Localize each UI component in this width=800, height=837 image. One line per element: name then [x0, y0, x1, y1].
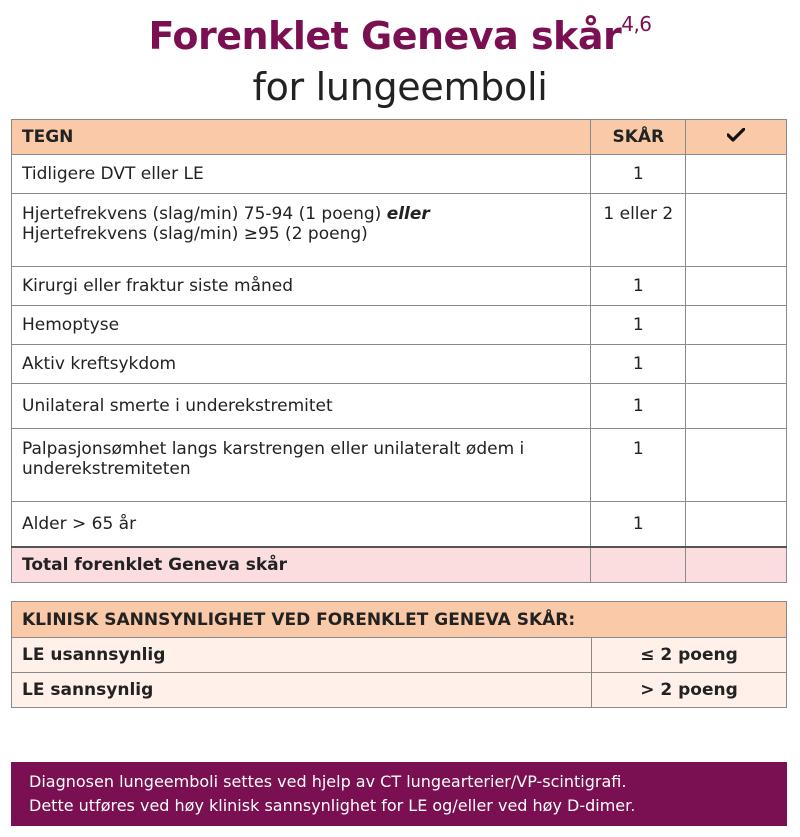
- row-sign: Unilateral smerte i underekstremitet: [12, 384, 591, 429]
- row-check-cell[interactable]: [686, 429, 787, 502]
- table-row: [12, 267, 787, 306]
- title-subtitle: for lungeemboli: [252, 65, 548, 109]
- footer-line: Diagnosen lungeemboli settes ved hjelp av CT lungearterier/VP-scintigrafi.: [29, 772, 627, 791]
- probability-header: KLINISK SANNSYNLIGHET VED FORENKLET GENEVA SKÅR:: [12, 602, 787, 638]
- row-check-cell[interactable]: [686, 155, 787, 194]
- row-sign: Aktiv kreftsykdom: [12, 345, 591, 384]
- footer-note: [11, 762, 787, 826]
- row-score: 1: [591, 429, 686, 502]
- probability-row: [12, 673, 787, 708]
- row-check-cell[interactable]: [686, 306, 787, 345]
- row-score: 1: [591, 384, 686, 429]
- row-score: 1: [591, 267, 686, 306]
- checkmark-icon: [727, 128, 745, 142]
- header-check: [686, 120, 787, 155]
- row-score: 1: [591, 306, 686, 345]
- row-check-cell[interactable]: [686, 502, 787, 548]
- row-check-cell[interactable]: [686, 267, 787, 306]
- row-sign: Kirurgi eller fraktur siste måned: [12, 267, 591, 306]
- total-check-cell[interactable]: [686, 547, 787, 583]
- probability-row: [12, 638, 787, 673]
- row-check-cell[interactable]: [686, 345, 787, 384]
- row-score: 1 eller 2: [591, 194, 686, 267]
- row-sign: Hemoptyse: [12, 306, 591, 345]
- table-row: [12, 306, 787, 345]
- row-check-cell[interactable]: [686, 194, 787, 267]
- row-sign: Palpasjonsømhet langs karstrengen eller unilateralt ødem i underekstremiteten: [12, 429, 591, 502]
- table-row: [12, 429, 787, 502]
- row-sign: Hjertefrekvens (slag/min) 75-94 (1 poeng) eller Hjertefrekvens (slag/min) ≥95 (2 poeng): [12, 194, 591, 267]
- clinical-probability-table: [11, 601, 787, 708]
- header-sign: TEGN: [12, 120, 591, 155]
- row-score: 1: [591, 502, 686, 548]
- geneva-score-table: [11, 119, 787, 583]
- table-row: [12, 345, 787, 384]
- probability-header-row: [12, 602, 787, 638]
- footer-line: Dette utføres ved høy klinisk sannsynlighet for LE og/eller ved høy D-dimer.: [29, 796, 636, 815]
- table-row: [12, 155, 787, 194]
- title-main: Forenklet Geneva skår: [148, 14, 622, 58]
- row-score: 1: [591, 345, 686, 384]
- page-title: [0, 8, 800, 110]
- header-score: SKÅR: [591, 120, 686, 155]
- probability-label: LE usannsynlig: [12, 638, 592, 673]
- probability-value: > 2 poeng: [592, 673, 787, 708]
- probability-label: LE sannsynlig: [12, 673, 592, 708]
- row-sign: Alder > 65 år: [12, 502, 591, 548]
- table-row: [12, 194, 787, 267]
- table-header-row: [12, 120, 787, 155]
- title-reference: 4,6: [621, 12, 652, 36]
- table-row: [12, 502, 787, 548]
- total-score-cell[interactable]: [591, 547, 686, 583]
- row-score: 1: [591, 155, 686, 194]
- probability-value: ≤ 2 poeng: [592, 638, 787, 673]
- table-row: [12, 384, 787, 429]
- row-check-cell[interactable]: [686, 384, 787, 429]
- total-label: Total forenklet Geneva skår: [12, 547, 591, 583]
- row-sign: Tidligere DVT eller LE: [12, 155, 591, 194]
- total-row: [12, 547, 787, 583]
